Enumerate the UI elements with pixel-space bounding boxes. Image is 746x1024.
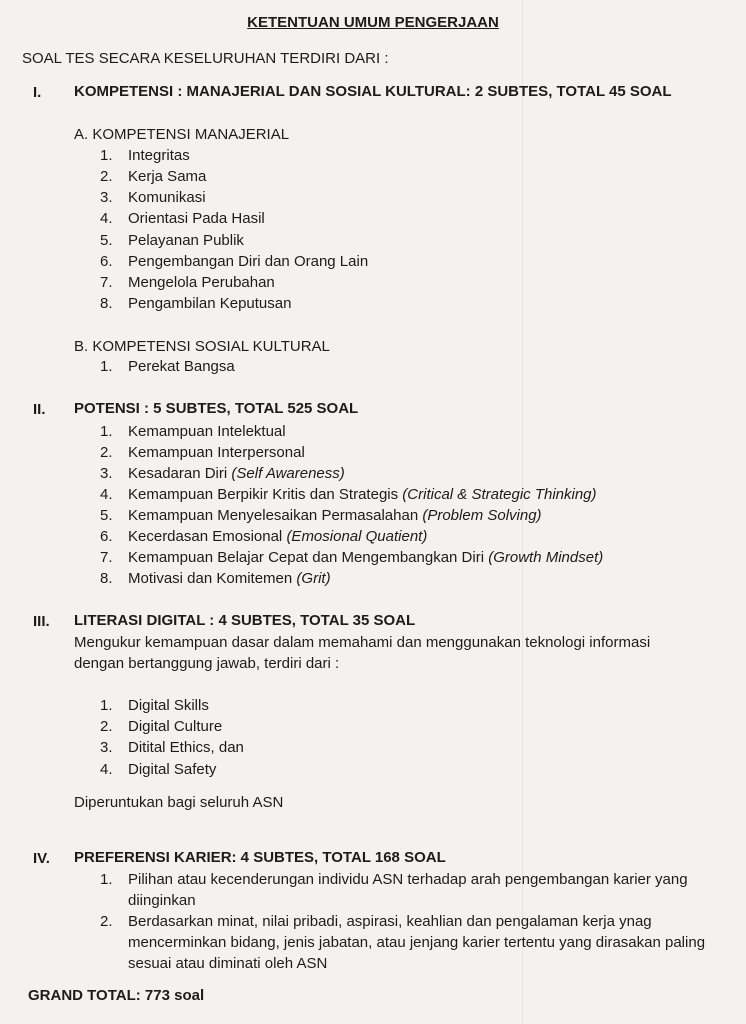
list-item: 1. Integritas [100, 147, 190, 164]
section-3-description: Mengukur kemampuan dasar dalam memahami dan menggunakan teknologi informasi dengan bertanggung jawab, terdiri dari : [74, 634, 651, 672]
list-item: 6. Pengembangan Diri dan Orang Lain [100, 253, 369, 270]
page-title: KETENTUAN UMUM PENGERJAAN [247, 14, 499, 31]
section-4-number: IV. [33, 850, 50, 867]
list-item: 4. Digital Safety [100, 761, 217, 778]
section-3-title: LITERASI DIGITAL : 4 SUBTES, TOTAL 35 SOAL [74, 612, 416, 629]
section-1-title: KOMPETENSI : MANAJERIAL DAN SOSIAL KULTURAL: 2 SUBTES, TOTAL 45 SOAL [74, 83, 672, 100]
list-item: 1. Pilihan atau kecenderungan individu ASN terhadap arah pengembangan karier yang diinginkan [100, 871, 688, 909]
section-2-number: II. [33, 401, 46, 418]
list-item: 5. Pelayanan Publik [100, 232, 244, 249]
section-4-title: PREFERENSI KARIER: 4 SUBTES, TOTAL 168 SOAL [74, 849, 446, 866]
list-item: 4. Kemampuan Berpikir Kritis dan Strategis (Critical & Strategic Thinking) [100, 486, 597, 503]
list-item: 4. Orientasi Pada Hasil [100, 210, 265, 227]
list-item: 1. Kemampuan Intelektual [100, 423, 286, 440]
subsection-a-title: A. KOMPETENSI MANAJERIAL [74, 126, 290, 143]
section-3-number: III. [33, 613, 50, 630]
list-item: 8. Pengambilan Keputusan [100, 295, 292, 312]
list-item: 1. Digital Skills [100, 697, 209, 714]
list-item: 2. Digital Culture [100, 718, 223, 735]
list-item: 7. Kemampuan Belajar Cepat dan Mengembangkan Diri (Growth Mindset) [100, 549, 604, 566]
list-item: 3. Kesadaran Diri (Self Awareness) [100, 465, 345, 482]
section-2-title: POTENSI : 5 SUBTES, TOTAL 525 SOAL [74, 400, 359, 417]
list-item: 1. Perekat Bangsa [100, 358, 235, 375]
list-item: 2. Berdasarkan minat, nilai pribadi, aspirasi, keahlian dan pengalaman kerja ynag mencerminkan bidang, jenis jabatan, atau jenjang karier tertentu yang dirasakan paling sesuai atau diminati oleh ASN [100, 913, 706, 972]
list-item: 8. Motivasi dan Komitemen (Grit) [100, 570, 331, 587]
intro-text: SOAL TES SECARA KESELURUHAN TERDIRI DARI : [22, 50, 389, 67]
list-item: 2. Kerja Sama [100, 168, 207, 185]
list-item: 3. Komunikasi [100, 189, 206, 206]
list-item: 3. Ditital Ethics, dan [100, 739, 244, 756]
list-item: 6. Kecerdasan Emosional (Emosional Quatient) [100, 528, 428, 545]
subsection-b-title: B. KOMPETENSI SOSIAL KULTURAL [74, 338, 330, 355]
list-item: 5. Kemampuan Menyelesaikan Permasalahan (Problem Solving) [100, 507, 542, 524]
grand-total: GRAND TOTAL: 773 soal [28, 987, 205, 1004]
list-item: 7. Mengelola Perubahan [100, 274, 275, 291]
section-1-number: I. [33, 84, 42, 101]
list-item: 2. Kemampuan Interpersonal [100, 444, 305, 461]
section-3-note: Diperuntukan bagi seluruh ASN [74, 794, 284, 811]
